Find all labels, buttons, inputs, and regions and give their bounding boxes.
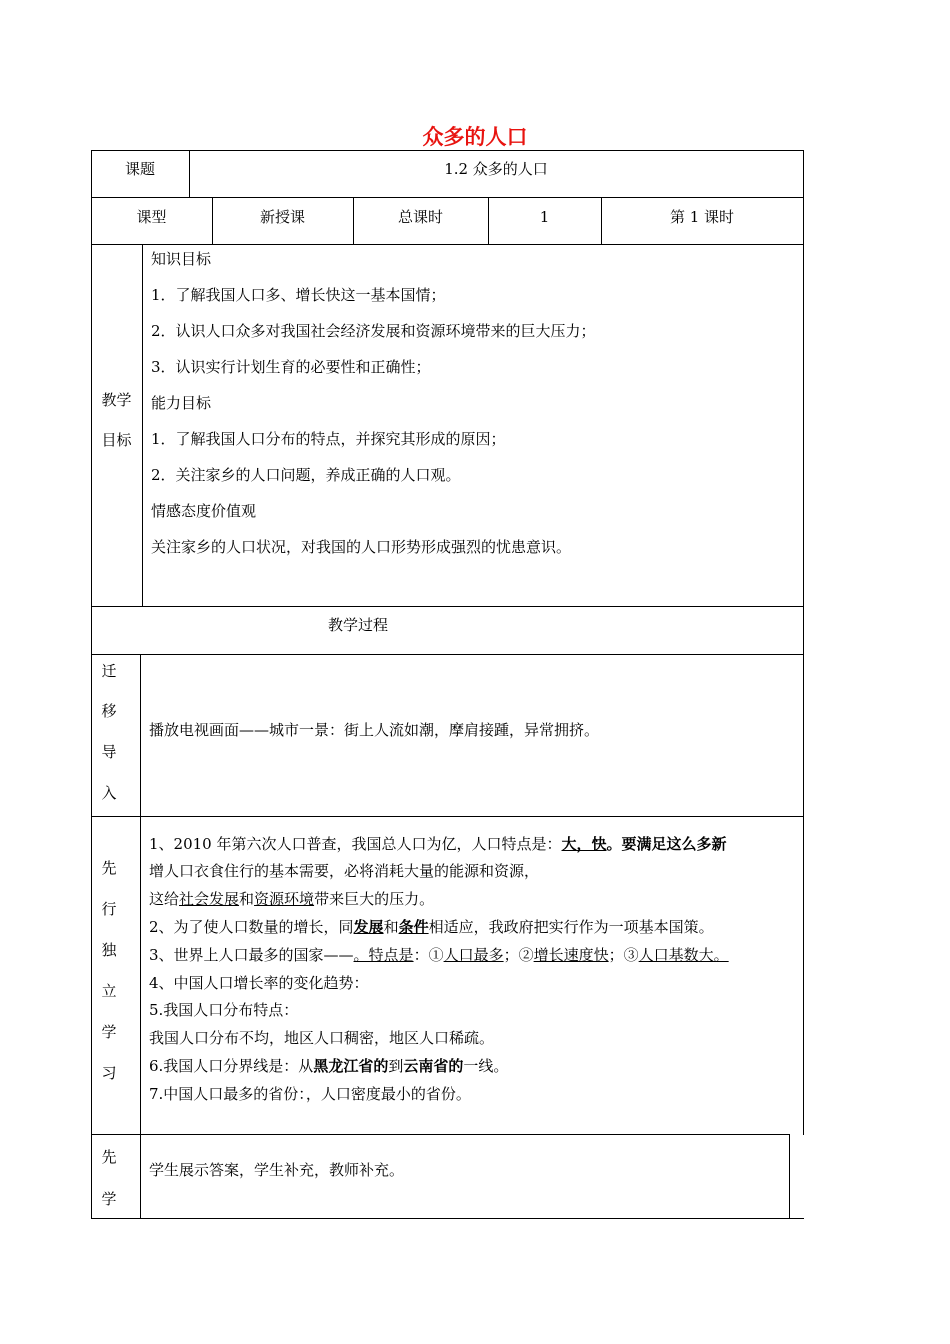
study-line-7: 5.我国人口分布特点： [149,1001,299,1019]
study-text: ；③ [608,946,639,964]
study-label-char: 先 [101,859,117,877]
study-label-char: 独 [101,941,117,959]
study-answer: 资源环境 [254,890,315,908]
study-text: 这给 [149,890,180,908]
study-line-6: 4、中国人口增长率的变化趋势： [149,974,369,992]
knowledge-item: 2．认识人口众多对我国社会经济发展和资源环境带来的巨大压力； [151,322,596,340]
study-line-1 [149,834,727,854]
show-label-char: 先 [101,1148,117,1166]
study-text: 。要满足这么多新 [606,835,727,853]
study-text: 3、世界上人口最多的国家—— [149,946,354,964]
period-label: 第 1 课时 [669,208,735,226]
study-answer: 人口最多 [443,946,504,964]
intro-label-char: 入 [101,784,117,802]
study-text: 到 [388,1057,404,1075]
total-hours-label: 总课时 [397,208,443,226]
study-text: 和 [383,918,399,936]
study-line-3 [149,889,434,909]
study-label-char: 立 [101,982,117,1000]
knowledge-item: 1．了解我国人口多、增长快这一基本国情； [151,286,446,304]
lesson-type-label: 课型 [136,208,167,226]
page-title: 众多的人口 [422,125,528,149]
total-hours-value: 1 [539,208,550,226]
study-text: 2、为了使人口数量的增长，同 [149,918,354,936]
show-label-char: 学 [101,1190,117,1208]
study-line-5 [149,945,729,965]
study-answer: 黑龙江省的 [313,1057,389,1075]
study-answer: 增长速度快 [533,946,609,964]
ability-item: 2．关注家乡的人口问题，养成正确的人口观。 [151,466,461,484]
process-heading: 教学过程 [328,616,389,634]
intro-label-char: 移 [101,702,117,720]
study-line-8: 我国人口分布不均，地区人口稠密，地区人口稀疏。 [149,1029,495,1047]
study-text: ；② [503,946,534,964]
study-answer: 大，快 [561,835,607,853]
study-answer: 发展 [353,918,384,936]
ability-heading: 能力目标 [151,394,212,412]
study-label-char: 学 [101,1023,117,1041]
study-text: 1、2010 年第六次人口普查，我国总人口为亿，人口特点是： [149,835,562,853]
knowledge-heading: 知识目标 [151,250,212,268]
show-text: 学生展示答案，学生补充，教师补充。 [149,1161,405,1179]
study-label-char: 行 [101,900,117,918]
study-text: 相适应，我政府把实行作为一项基本国策。 [428,918,714,936]
study-text: 带来巨大的压力。 [314,890,435,908]
study-line-4 [149,917,714,937]
objectives-label-1: 教学 [101,391,132,409]
study-text: 一线。 [463,1057,509,1075]
study-answer: 条件 [398,918,429,936]
study-line-9 [149,1056,508,1076]
lesson-type-value: 新授课 [259,208,305,226]
topic-value: 1.2 众多的人口 [444,160,548,178]
study-answer: 云南省的 [403,1057,464,1075]
emotion-heading: 情感态度价值观 [151,502,257,520]
study-answer: 。特点是 [353,946,414,964]
ability-item: 1．了解我国人口分布的特点，并探究其形成的原因； [151,430,506,448]
study-label-char: 习 [101,1064,117,1082]
study-line-10: 7.中国人口最多的省份：，人口密度最小的省份。 [149,1085,471,1103]
study-answer: 人口基数大。 [638,946,729,964]
study-answer: 社会发展 [179,890,240,908]
intro-text: 播放电视画面——城市一景：街上人流如潮，摩肩接踵，异常拥挤。 [149,721,600,739]
topic-label: 课题 [124,160,155,178]
study-text: 和 [239,890,255,908]
objectives-label-2: 目标 [101,431,132,449]
study-text: ：① [413,946,444,964]
study-line-2: 增人口衣食住行的基本需要，必将消耗大量的能源和资源， [149,862,540,880]
intro-label-char: 迁 [101,662,117,680]
intro-label-char: 导 [101,743,117,761]
emotion-text: 关注家乡的人口状况，对我国的人口形势形成强烈的忧患意识。 [151,538,572,556]
knowledge-item: 3．认识实行计划生育的必要性和正确性； [151,358,431,376]
study-text: 6.我国人口分界线是：从 [149,1057,314,1075]
